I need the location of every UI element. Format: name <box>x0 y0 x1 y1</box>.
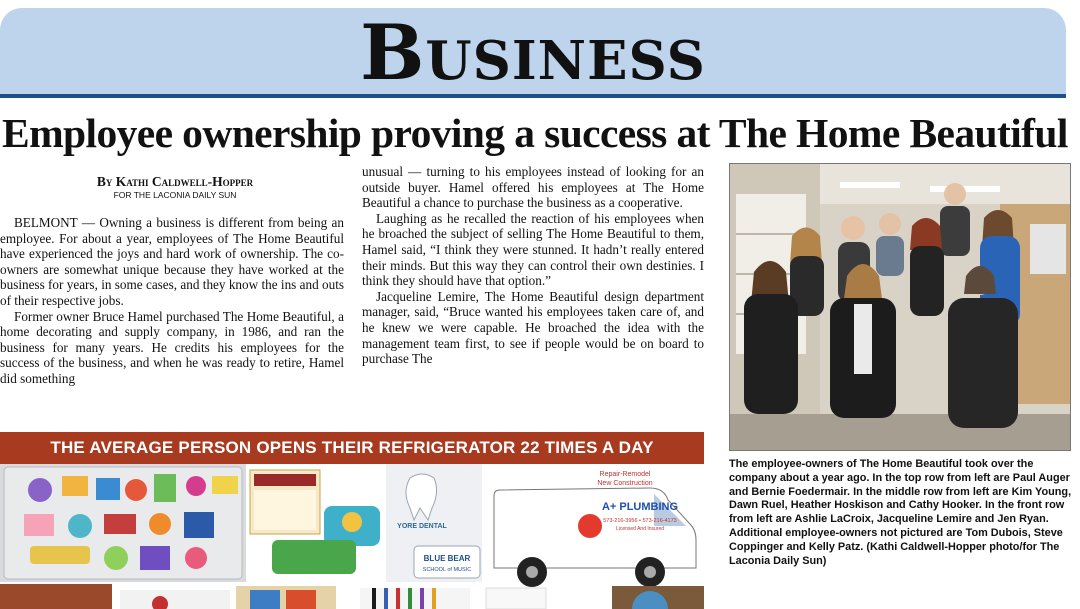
van-phone: 573-216-3956 • 573-216-4173 <box>603 518 677 524</box>
van-line-2: New Construction <box>597 480 653 487</box>
byline-author: By Kathi Caldwell-Hopper <box>96 174 254 189</box>
van-brand: A+ PLUMBING <box>601 501 679 513</box>
byline-organization: FOR THE LACONIA DAILY SUN <box>113 190 237 200</box>
article-headline: Employee ownership proving a success at The Home Beautiful <box>2 110 1068 156</box>
employee-group-photo <box>729 163 1071 451</box>
ad-product-images <box>0 464 704 609</box>
section-title: Business <box>360 8 706 97</box>
group-photo-image <box>730 164 1070 450</box>
van-line-1: Repair-Remodel <box>599 471 651 478</box>
advertisement[interactable] <box>0 432 704 609</box>
byline <box>0 174 350 201</box>
dental-magnet-text: YORE DENTAL <box>397 523 447 530</box>
article-paragraph: BELMONT — Owning a business is different from being an employee. For about a year, employees of The Home Beautiful have experienced the joys and hard work of ownership. The co-owners are somewhat unique because they have worked at the business for years, in some cases, and they know the ins and outs of their respective jobs. <box>0 215 344 308</box>
article-column-1 <box>0 215 344 387</box>
van-license: Licensed And Insured <box>615 526 665 532</box>
article-paragraph: unusual — turning to his employees instead of looking for an outside buyer. Hamel offered his employees at The Home Beautiful a chance to purchase the business as a cooperative. <box>362 164 704 211</box>
photo-caption: The employee-owners of The Home Beautiful took over the company about a year ago. In the top row from left are Paul Auger and Bernie Foedermair. In the middle row from left are Kim Young, Dawn Ruel, Heather Hoskison and Cathy Hooker. In the front row from left are Ashlie LaCroix, Jacqueline Lemire and Jen Ryan. Additional employee-owners not pictured are Tom Dubois, Steve Coppinger and Kelly Patz. (Kathi Caldwell-Hopper photo/for The Laconia Daily Sun) <box>729 458 1072 567</box>
article-paragraph: Laughing as he recalled the reaction of his employees when he broached the subject of selling The Home Beautiful to them, Hamel said, “I think they were stunned. It hadn’t really entered their minds. But this way they can control their own destinies. I think they should have that option.” <box>362 210 704 289</box>
music-magnet-subtext: SCHOOL of MUSIC <box>422 567 472 573</box>
article-paragraph: Former owner Bruce Hamel purchased The Home Beautiful, a home decorating and supply company, in 1986, and ran the business for many years. He credits his employees for the success of the business, and when he was ready to retire, Hamel did something <box>0 308 344 386</box>
article-column-2 <box>362 164 704 367</box>
article-paragraph: Jacqueline Lemire, The Home Beautiful design department manager, said, “Bruce wanted his employees taken care of, and he knew we were capable. He broached the idea with the management team first, to see if people would be on board to purchase The <box>362 288 704 367</box>
ad-headline: THE AVERAGE PERSON OPENS THEIR REFRIGERATOR 22 TIMES A DAY <box>50 438 654 457</box>
music-magnet-text: BLUE BEAR <box>423 554 471 563</box>
